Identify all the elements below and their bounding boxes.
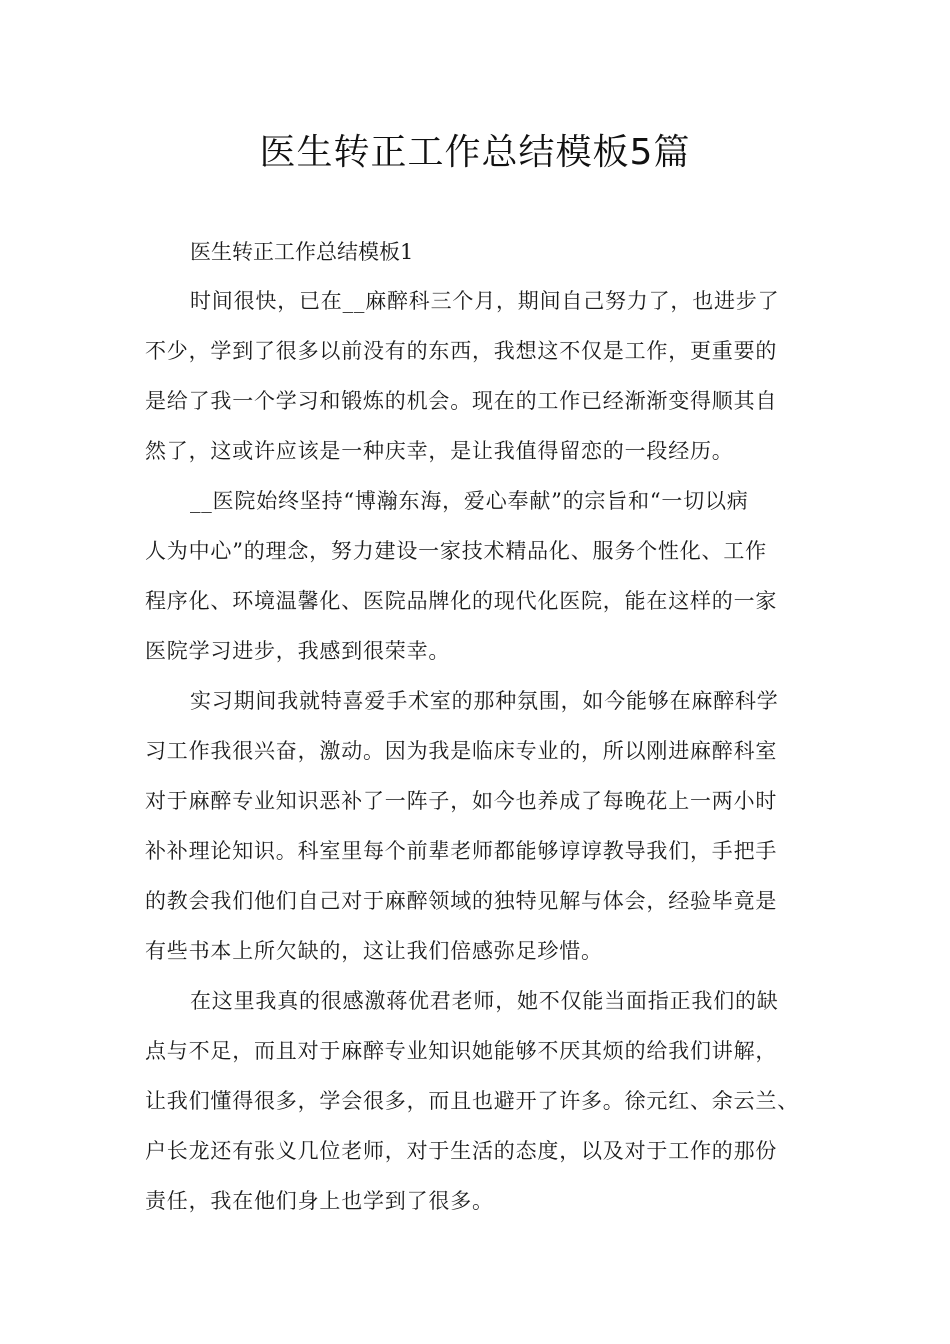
paragraph-line: 户长龙还有张义几位老师，对于生活的态度，以及对于工作的那份 — [145, 1139, 778, 1163]
paragraph-line: 时间很快，已在__麻醉科三个月，期间自己努力了，也进步了 — [190, 289, 780, 313]
document-body — [145, 282, 825, 1232]
paragraph-line: 实习期间我就特喜爱手术室的那种氛围，如今能够在麻醉科学 — [190, 689, 779, 713]
paragraph-line: 补补理论知识。科室里每个前辈老师都能够谆谆教导我们，手把手 — [145, 839, 778, 863]
paragraph-line: 让我们懂得很多，学会很多，而且也避开了许多。徐元红、余云兰、 — [145, 1089, 799, 1113]
paragraph-line: 的教会我们他们自己对于麻醉领域的独特见解与体会，经验毕竟是 — [145, 889, 778, 913]
section-heading: 医生转正工作总结模板1 — [190, 240, 414, 264]
paragraph-line: 医院学习进步，我感到很荣幸。 — [145, 639, 451, 663]
paragraph-1 — [145, 282, 825, 482]
paragraph-3 — [145, 682, 825, 982]
paragraph-line: 习工作我很兴奋，激动。因为我是临床专业的，所以刚进麻醉科室 — [145, 739, 778, 763]
document-title: 医生转正工作总结模板5篇 — [259, 132, 691, 173]
paragraph-line: 有些书本上所欠缺的，这让我们倍感弥足珍惜。 — [145, 939, 603, 963]
paragraph-line: 是给了我一个学习和锻炼的机会。现在的工作已经渐渐变得顺其自 — [145, 389, 778, 413]
paragraph-2 — [145, 482, 825, 682]
paragraph-line: __医院始终坚持“博瀚东海，爱心奉献”的宗旨和“一切以病 — [190, 489, 749, 513]
paragraph-line: 点与不足，而且对于麻醉专业知识她能够不厌其烦的给我们讲解， — [145, 1039, 778, 1063]
paragraph-line: 责任，我在他们身上也学到了很多。 — [145, 1189, 494, 1213]
paragraph-line: 不少，学到了很多以前没有的东西，我想这不仅是工作，更重要的 — [145, 339, 778, 363]
paragraph-line: 人为中心”的理念，努力建设一家技术精品化、服务个性化、工作 — [145, 539, 767, 563]
paragraph-line: 然了，这或许应该是一种庆幸，是让我值得留恋的一段经历。 — [145, 439, 734, 463]
paragraph-line: 程序化、环境温馨化、医院品牌化的现代化医院，能在这样的一家 — [145, 589, 778, 613]
paragraph-line: 在这里我真的很感激蒋优君老师，她不仅能当面指正我们的缺 — [190, 989, 779, 1013]
paragraph-line: 对于麻醉专业知识恶补了一阵子，如今也养成了每晚花上一两小时 — [145, 789, 778, 813]
paragraph-4 — [145, 982, 825, 1232]
